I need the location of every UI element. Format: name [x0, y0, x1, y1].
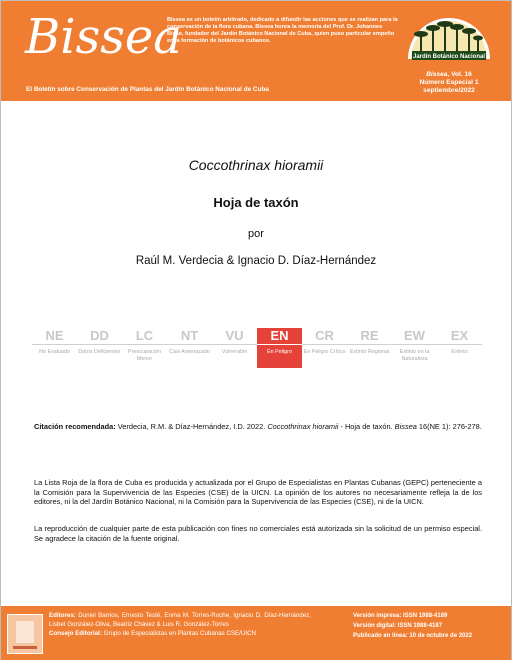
issue-info — [405, 71, 493, 95]
issue-journal: Bissea — [426, 71, 448, 78]
category-name: En Peligro — [267, 349, 292, 355]
journal-description: Bissea es un boletín arbitrado, dedicado a difundir las acciones que se realizan para la conservación de la flora cubana. Bissea honra la memoria del Prof. Dr. Johannes Bisse, fundador del Jardín Botánico Nacional de Cuba, quien puso particular empeño en la formación de botánicos cubanos. — [167, 17, 398, 44]
issue-volume: , Vol. 16 — [447, 71, 472, 78]
category-ew — [392, 328, 437, 368]
citation-journal: Bissea — [394, 422, 417, 431]
category-name: Vulnerable — [221, 349, 248, 355]
category-vu — [212, 328, 257, 368]
red-list-statement: La Lista Roja de la flora de Cuba es producida y actualizada por el Grupo de Especialistas en Plantas Cubanas (GEPC) perteneciente a la Comisión para la Supervivencia de las Especies (CSE) de la UICN. La opinión de los autores no necesariamente refleja la de los editores, ni la del Jardín Botánico Nacional, ni la Comisión para la Supervivencia de las Especies (CSE), ni de la UICN. — [34, 478, 482, 507]
category-code: LC — [122, 328, 167, 345]
citation-text-a: Verdecia, R.M. & Díaz-Hernández, I.D. 2022. — [115, 422, 268, 431]
category-name: Casi Amenazado — [169, 349, 210, 355]
category-code: NE — [32, 328, 77, 345]
category-dd — [77, 328, 122, 368]
category-cr — [302, 328, 347, 368]
badge-label: Jardín Botánico Nacional — [412, 54, 486, 60]
category-code: EN — [257, 328, 302, 345]
category-lc — [122, 328, 167, 368]
category-name: Extinto — [451, 349, 468, 355]
category-en-active — [257, 328, 302, 368]
category-nt — [167, 328, 212, 368]
category-code: VU — [212, 328, 257, 345]
citation-text-c: 16(NE 1): 276-278. — [416, 422, 482, 431]
category-name: En Peligro Crítico — [303, 349, 346, 355]
category-name: Extinto en la Naturaleza — [399, 349, 430, 362]
category-name: No Evaluado — [39, 349, 70, 355]
institution-logo-icon — [7, 614, 43, 654]
issue-number: Número Especial 1 — [419, 79, 479, 86]
citation-species: Coccothrinax hioramii — [267, 422, 339, 431]
category-name: Preocupación Menor — [128, 349, 161, 362]
reproduction-notice: La reproducción de cualquier parte de esta publicación con fines no comerciales está autorizada sin la solicitud de un permiso especial. Se agradece la citación de la fuente original. — [34, 524, 482, 543]
authors: Raúl M. Verdecia & Ignacio D. Díaz-Hernández — [135, 255, 377, 267]
category-code: DD — [77, 328, 122, 345]
journal-footer — [1, 606, 511, 660]
citation-text-b: - Hoja de taxón. — [338, 422, 395, 431]
print-issn: Versión impresa: ISSN 1988-4189 — [353, 613, 448, 619]
category-code: RE — [347, 328, 392, 345]
category-code: NT — [167, 328, 212, 345]
category-name: Datos Deficientes — [78, 349, 121, 355]
journal-header — [1, 1, 511, 101]
category-code: EX — [437, 328, 482, 345]
botanical-garden-badge — [406, 15, 492, 61]
category-ex — [437, 328, 482, 368]
by-label: por — [248, 228, 264, 240]
document-type: Hoja de taxón — [213, 195, 299, 210]
editorial-info — [49, 611, 311, 638]
editors-list: Duniel Barrios, Ernesto Testé, Enma M. Torres-Roche, Ignacio D. Díaz-Hernández, Lisbet González-Oliva, Beatriz Chávez & Luis R. González-Torres — [49, 612, 311, 628]
red-list-categories — [32, 328, 482, 368]
category-code: CR — [302, 328, 347, 345]
council-text: Grupo de Especialistas en Plantas Cubanas CSE/UICN — [101, 630, 257, 637]
category-code: EW — [392, 328, 437, 345]
category-ne — [32, 328, 77, 368]
publication-info — [353, 611, 503, 641]
recommended-citation — [34, 422, 482, 432]
journal-logo: Bissea — [25, 9, 182, 65]
species-title: Coccothrinax hioramii — [188, 157, 324, 173]
digital-issn: Versión digital: ISSN 1988-4187 — [353, 623, 443, 629]
category-name: Extinto Regional — [349, 349, 390, 355]
issue-date: septiembre/2022 — [423, 87, 475, 94]
category-re — [347, 328, 392, 368]
citation-label: Citación recomendada: — [34, 422, 116, 431]
journal-subtitle: El Boletín sobre Conservación de Plantas del Jardín Botánico Nacional de Cuba — [26, 86, 269, 93]
published-date: Publicado en línea: 10 de octubre de 2022 — [353, 633, 473, 639]
council-label: Consejo Editorial: — [49, 630, 102, 637]
editors-label: Editores: — [49, 612, 76, 619]
